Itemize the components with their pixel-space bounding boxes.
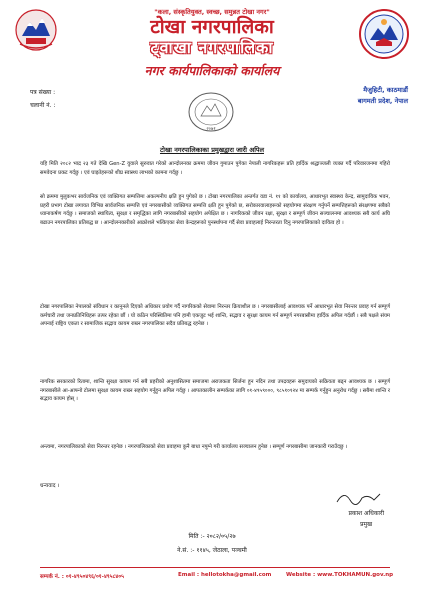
paragraph-3: टोखा नगरपालिका नेपालको संविधान र कानुनले दिएको अधिकार प्रयोग गर्दै नागरिकको सेवामा निरन्तर क्रियाशील छ । नगरबासीलाई आवश्यक पर्ने आधारभूत सेवा निरन्तर प्रवाह गर्न सम्पूर्ण कर्मचारी तथा जनप्रतिनिधिहरू तत्पर रहेका छौं । यो कठिन परिस्थितिमा पनि हामी एकजुट भई शान्ति, सद्भाव र सुरक्षा कायम गर्न सम्पूर्ण नगरबासीमा हार्दिक अपिल गर्दछौं । सबै पक्षले संयम अपनाई राष्ट्रिय एकता र सामाजिक सद्भाव कायम राख्न नगरपालिका सदैव प्रतिबद्ध रहनेछ । [40,304,390,328]
signatory-title: प्रमुख [360,521,372,528]
paragraph-5: अन्त्यमा, नगरपालिकाको सेवा निरन्तर रहनेछ । नगरपालिकाको सेवा प्रवाहमा कुनै बाधा नपुग्ने गरी कार्यालय सञ्चालन हुनेछ । सम्पूर्ण नगरबासीमा जानकारी गराउँदछु । [40,444,348,450]
footer-divider [40,567,390,568]
address-line1: मैजुहिटी, काठमाडौं [363,86,408,94]
footer-website[interactable]: Website : www.TOKHAMUN.gov.np [286,572,394,578]
paragraph-2: सो क्रममा मुलुकभर सार्वजनिक एवं व्यक्तिगत सम्पत्तिमा अकल्पनीय क्षति हुन पुगेको छ । टोखा नगरपालिका अन्तर्गत वडा नं. ११ को कार्यालय, आधारभूत स्वास्थ्य केन्द्र, सामुदायिक भवन, प्रहरी प्रभाग टोखा लगायत विभिन्न सार्वजनिक सम्पत्ति एवं नगरबासीको व्यक्तिगत सम्पत्ति क्षति हुन पुगेको छ, सरोकारवालाहरूको सहयोगमा संरक्षण गर्नुपर्ने सम्पत्तिहरूको संरक्षणमा सबैको ध्यानाकर्षण गर्दछु । समाजको स्थायित्व, सुरक्षा र समृद्धिका लागि नगरबासीको सहयोग अपेक्षित छ । नागरिकको जीवन रक्षा, सुरक्षा र सम्पूर्ण जीवन सञ्चालनमा आवश्यक सबै कार्य अघि बढाउन नगरपालिका प्रतिबद्ध छ । आन्दोलनकारीको आक्रोशले भत्किएका सेवा केन्द्रहरूको पुनर्स्थापना गर्दै सेवा प्रवाहलाई निरन्तरता दिनु नगरपालिकाको दायित्व हो । [40,194,390,226]
municipality-title-newari: ट्वाखा नगरपालिका [150,38,274,57]
footer-phone: सम्पर्क नं. : ०१-४९५०४९६/०१-४९५८४०५ [40,574,124,580]
paragraph-1: यहि मिति २०८२ भाद्र २३ गते देखि Gen-Z युवाले सुरुवात गरेको आन्दोलनका क्रममा जीवन गुमाउन पुगेका नेपाली नागरिकहरू प्रति हार्दिक श्रद्धाञ्जली व्यक्त गर्दै परिवारजनमा गहिरो समवेदना प्रकट गर्दछु । एवं घाइतेहरूको शीघ्र स्वास्थ्य लाभको कामना गर्दछु । [40,161,390,176]
document-location: ने.सं. :- ११४५, जेठाला, पञ्चमी [177,547,247,554]
paragraph-4: नागरिक सरकारको रितामा, शान्ति सुरक्षा कायम गर्न सबै प्रहरीको अनुशासितमा समाजमा अराजकता सिर्जना हुन नदिन तथा उपद्रवहरू समुदायको सक्रियता बढ्न आवश्यक छ । सम्पूर्ण नगरबासीले आ-आफ्नो टोलमा सुरक्षा कायम राख्न सहयोग गर्नुहुन अपिल गर्दछु । आपतकालीन सम्पर्कका लागि ०१-४९५९०००, ९८५१०१२४ मा सम्पर्क गर्नुहुन अनुरोध गर्दछु । सबैमा शान्ति र सद्भाव कायम होस् । [40,379,390,403]
municipality-slogan: "कला, संस्कृतियुक्त, स्वच्छ, समुन्नत टोखा नगर" [154,8,270,16]
signatory-name: प्रकाश अधिकारी [348,510,384,517]
closing-text: धन्यवाद । [40,483,60,489]
municipality-title: टोखा नगरपालिका [150,16,274,38]
document-date: मिति :- २०८२/०५/२७ [188,533,236,540]
office-seal [186,90,236,136]
footer-email[interactable]: Email : hellotokha@gmail.com [178,572,272,578]
address-line2: बागमती प्रदेश, नेपाल [357,97,408,105]
seal-year: २०७१ [206,127,216,132]
office-title: नगर कार्यपालिकाको कार्यालय [144,63,280,78]
chalani-label: चलानी नं. : [30,102,56,109]
patra-sankhya-label: पत्र संख्या : [30,89,56,96]
signature [334,488,384,508]
document-heading: टोखा नगरपालिकाका प्रमुखद्वारा जारी अपिल [159,146,265,154]
